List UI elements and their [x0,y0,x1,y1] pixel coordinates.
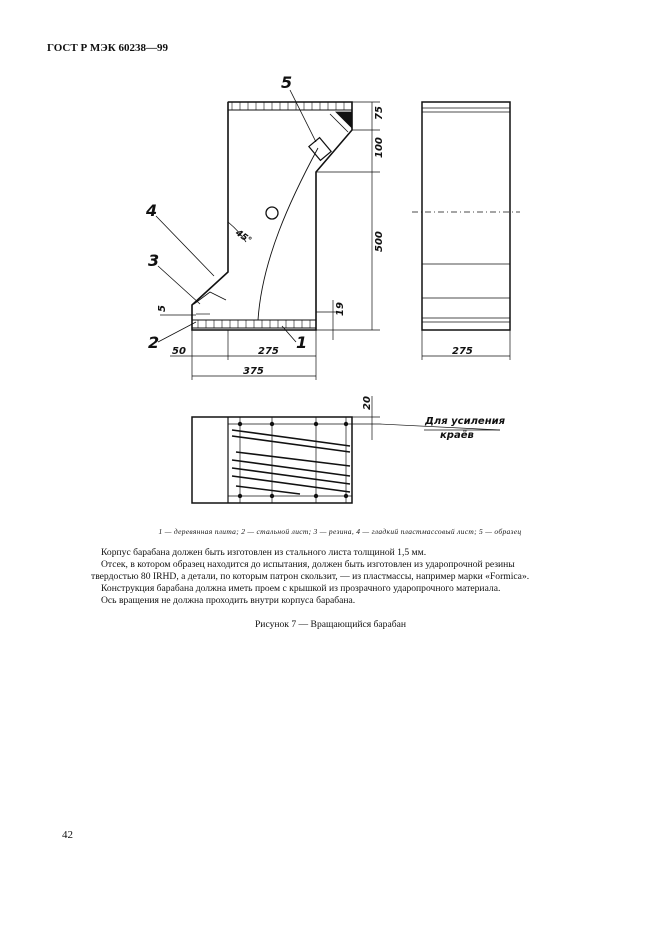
callout-4: 4 [146,201,158,220]
document-header: ГОСТ Р МЭК 60238—99 [47,42,168,54]
body-text [91,547,606,607]
paragraph: Конструкция барабана должна иметь проем с крышкой из прозрачного ударопрочного материала. [101,583,501,594]
figure-title: Рисунок 7 — Вращающийся барабан [254,619,407,630]
dim-19: 19 [335,302,346,316]
note-line-2: краёв [440,430,474,441]
callout-1: 1 [296,333,308,352]
dim-275-end: 275 [452,346,473,357]
side-view [156,90,380,380]
dim-75: 75 [374,106,385,120]
angle-label: 45° [233,228,253,247]
callout-5: 5 [281,73,293,92]
dim-100: 100 [374,137,385,158]
dim-275-side: 275 [258,346,279,357]
end-view [412,102,520,360]
end-view-outline [422,102,510,330]
dim-375: 375 [243,366,264,377]
note-line-1: Для усиления [425,416,506,427]
rubber-corner [336,112,352,128]
paragraph: твердостью 80 IRHD, а детали, по которым патрон скользит, — из пластмассы, например марки «Formica». [91,571,530,582]
specimen [309,138,331,161]
dim-50: 50 [172,346,186,357]
page-number: 42 [62,829,73,841]
paragraph: Отсек, в котором образец находится до испытания, должен быть изготовлен из ударопрочной резины [101,559,515,570]
callout-3: 3 [148,251,160,270]
paragraph: Корпус барабана должен быть изготовлен из стального листа толщиной 1,5 мм. [101,547,427,558]
paragraph: Ось вращения не должна проходить внутри корпуса барабана. [101,595,356,606]
drum-body-outline [192,102,352,330]
dim-500: 500 [374,231,385,252]
dim-20: 20 [362,396,373,410]
callout-2: 2 [148,333,160,352]
plan-view [192,396,500,503]
figure-legend: 1 — деревянная плита; 2 — стальной лист; 3 — резина, 4 — гладкий пластмассовый лист; 5 — образец [158,527,522,536]
dim-5: 5 [157,305,168,312]
rotation-axis [266,207,278,219]
